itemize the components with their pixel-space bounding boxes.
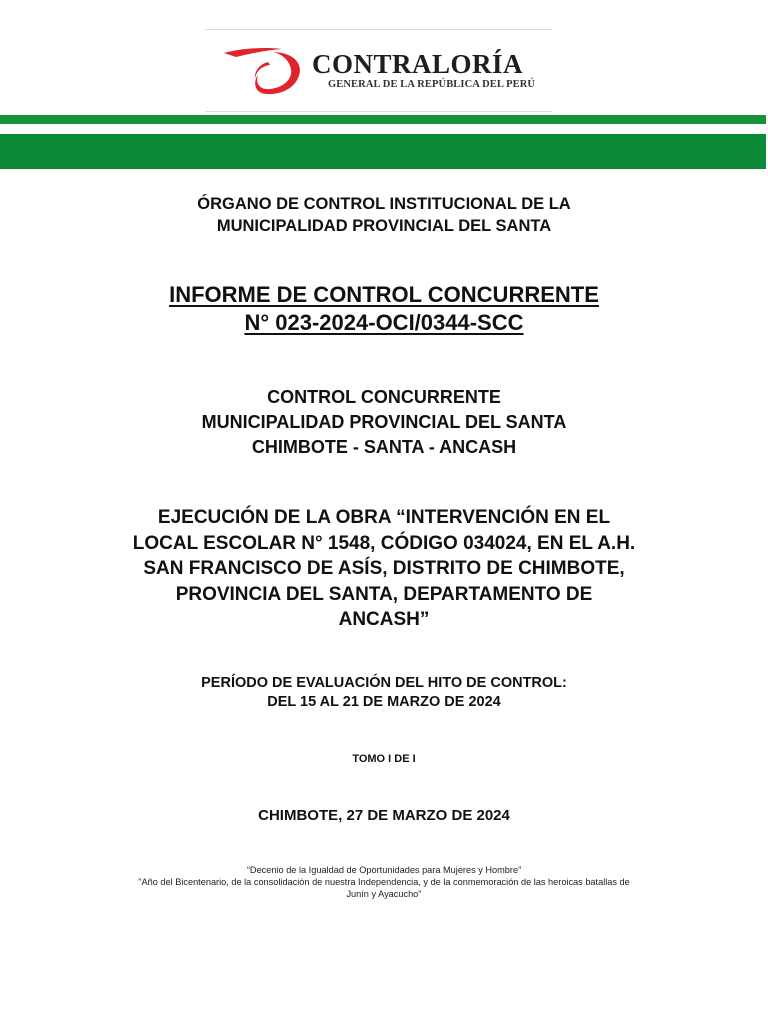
- control-entity: [0, 385, 768, 460]
- organ-line: ÓRGANO DE CONTROL INSTITUCIONAL DE LA: [197, 195, 571, 213]
- obra-line: SAN FRANCISCO DE ASÍS, DISTRITO DE CHIMBOTE,: [143, 558, 625, 579]
- evaluation-period: [0, 674, 768, 712]
- header-bottom-rule: [205, 111, 552, 112]
- contraloria-swirl-icon: [222, 44, 306, 100]
- obra-line: ANCASH”: [338, 609, 430, 630]
- green-band-thin: [0, 115, 766, 124]
- periodo-line: DEL 15 AL 21 DE MARZO DE 2024: [267, 694, 501, 710]
- obra-description: [0, 505, 768, 633]
- green-band-thick: [0, 134, 766, 169]
- organ-heading: [0, 193, 768, 237]
- control-line: CONTROL CONCURRENTE: [267, 387, 501, 407]
- report-title-line: INFORME DE CONTROL CONCURRENTE: [169, 282, 599, 307]
- control-line: CHIMBOTE - SANTA - ANCASH: [251, 437, 517, 457]
- contraloria-logo: [222, 44, 542, 100]
- logo-title: CONTRALORÍA: [312, 49, 524, 79]
- report-title: [0, 281, 768, 337]
- band-gap: [0, 124, 766, 133]
- footer-line: “Decenio de la Igualdad de Oportunidades para Mujeres y Hombre”: [246, 865, 522, 875]
- report-number: N° 023-2024-OCI/0344-SCC: [244, 310, 524, 335]
- tomo-label: TOMO I DE I: [352, 753, 416, 765]
- header-top-rule: [205, 29, 552, 30]
- obra-line: LOCAL ESCOLAR N° 1548, CÓDIGO 034024, EN EL A.H.: [132, 532, 636, 554]
- organ-line: MUNICIPALIDAD PROVINCIAL DEL SANTA: [216, 217, 552, 235]
- footer-mottos: [0, 864, 768, 900]
- place-date: CHIMBOTE, 27 DE MARZO DE 2024: [258, 807, 510, 824]
- footer-line: Junín y Ayacucho": [346, 889, 422, 899]
- control-line: MUNICIPALIDAD PROVINCIAL DEL SANTA: [201, 412, 567, 432]
- obra-line: EJECUCIÓN DE LA OBRA “INTERVENCIÓN EN EL: [157, 507, 611, 528]
- footer-line: "Año del Bicentenario, de la consolidación de nuestra Independencia, y de la conmemoración de las heroicas batallas de: [138, 877, 630, 887]
- obra-line: PROVINCIA DEL SANTA, DEPARTAMENTO DE: [175, 583, 593, 605]
- periodo-line: PERÍODO DE EVALUACIÓN DEL HITO DE CONTROL:: [201, 675, 567, 691]
- logo-subtitle: GENERAL DE LA REPÚBLICA DEL PERÚ: [328, 79, 536, 90]
